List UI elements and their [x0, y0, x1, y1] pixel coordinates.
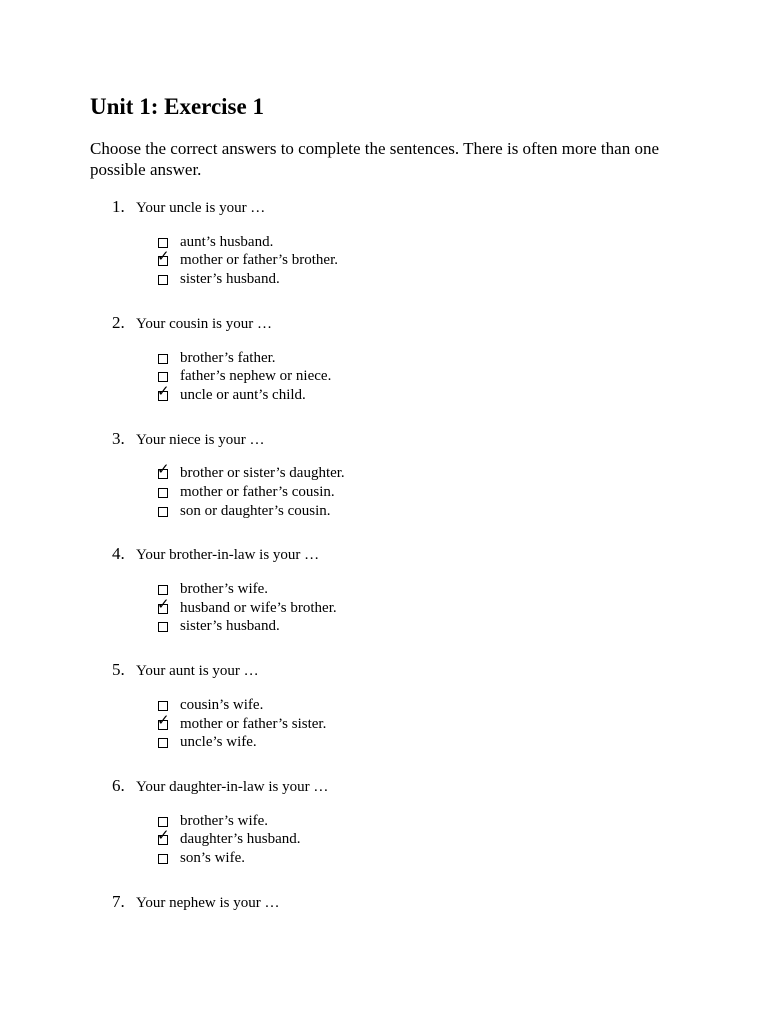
option-item[interactable] [158, 812, 680, 831]
tick-icon: ✓ [157, 381, 170, 400]
option-label: cousin’s wife. [180, 696, 264, 713]
option-list [158, 349, 680, 405]
option-label: aunt’s husband. [180, 233, 274, 250]
question-header [112, 429, 680, 453]
option-item[interactable] [157, 247, 680, 271]
checkbox-ticked-icon[interactable] [157, 460, 180, 481]
question-item [90, 197, 680, 289]
option-label: son or daughter’s cousin. [180, 502, 331, 519]
question-number: 6. [112, 775, 125, 795]
option-label: sister’s husband. [180, 618, 280, 635]
tick-icon: ✓ [157, 460, 170, 479]
option-item[interactable] [158, 349, 680, 368]
option-label: brother’s father. [180, 349, 276, 366]
option-label: brother’s wife. [180, 812, 269, 829]
option-label: uncle’s wife. [180, 734, 257, 751]
question-text: Your brother-in-law is your … [136, 547, 320, 564]
option-label: mother or father’s sister. [180, 715, 327, 732]
option-item[interactable] [158, 367, 680, 386]
question-item [90, 776, 680, 868]
option-label: daughter’s husband. [180, 831, 301, 848]
option-item[interactable] [157, 594, 680, 618]
option-item[interactable] [158, 233, 680, 252]
option-list [158, 580, 680, 636]
option-label: brother or sister’s daughter. [180, 465, 345, 482]
question-item [90, 892, 680, 916]
checkbox-ticked-icon[interactable] [157, 710, 180, 732]
question-list [90, 197, 680, 916]
question-text: Your nephew is your … [136, 894, 280, 911]
option-item[interactable] [158, 483, 680, 502]
question-number: 3. [112, 428, 125, 448]
option-list [157, 460, 680, 521]
page-title: Unit 1: Exercise 1 [90, 94, 264, 119]
option-label: father’s nephew or niece. [180, 368, 332, 385]
tick-icon: ✓ [157, 710, 170, 729]
question-text: Your niece is your … [136, 431, 265, 448]
checkbox-ticked-icon[interactable] [157, 594, 180, 616]
option-item[interactable] [157, 460, 680, 484]
question-number: 2. [112, 312, 125, 332]
option-list [158, 696, 680, 752]
question-item [90, 429, 680, 521]
checkbox-ticked-icon[interactable] [157, 247, 180, 268]
question-text: Your cousin is your … [136, 315, 272, 332]
question-item [90, 660, 680, 752]
question-text: Your daughter-in-law is your … [136, 778, 329, 795]
question-number: 7. [112, 891, 125, 911]
question-header [112, 660, 680, 684]
option-label: brother’s wife. [180, 581, 269, 598]
tick-icon: ✓ [157, 594, 170, 613]
question-text: Your aunt is your … [136, 663, 259, 680]
option-label: son’s wife. [180, 849, 245, 866]
checkbox-empty-icon[interactable] [158, 272, 180, 287]
option-item[interactable] [158, 733, 680, 752]
option-label: husband or wife’s brother. [180, 599, 337, 616]
question-text: Your uncle is your … [136, 200, 266, 216]
question-header [112, 776, 680, 800]
tick-icon: ✓ [157, 247, 170, 266]
option-list [158, 812, 680, 868]
question-item [90, 544, 680, 636]
option-item[interactable] [157, 381, 680, 405]
option-item[interactable] [157, 710, 680, 734]
checkbox-empty-icon[interactable] [158, 735, 180, 750]
question-header [112, 197, 680, 221]
question-header [112, 544, 680, 568]
tick-icon: ✓ [157, 826, 170, 845]
document-page [90, 93, 680, 940]
question-header [112, 313, 680, 337]
option-item[interactable] [157, 826, 680, 850]
option-item[interactable] [158, 270, 680, 289]
checkbox-ticked-icon[interactable] [157, 826, 180, 847]
checkbox-empty-icon[interactable] [158, 351, 180, 366]
instructions-text: Choose the correct answers to complete the sentences. There is often more than one possible answer. [90, 139, 659, 179]
checkbox-empty-icon[interactable] [158, 619, 180, 634]
option-item[interactable] [158, 502, 680, 521]
question-number: 4. [112, 544, 125, 564]
option-label: mother or father’s cousin. [180, 483, 335, 500]
option-item[interactable] [158, 618, 680, 637]
option-item[interactable] [158, 849, 680, 868]
question-item [90, 313, 680, 405]
checkbox-empty-icon[interactable] [158, 851, 180, 866]
question-header [112, 892, 680, 916]
checkbox-empty-icon[interactable] [158, 504, 180, 519]
checkbox-empty-icon[interactable] [158, 485, 180, 500]
option-label: mother or father’s brother. [180, 252, 339, 269]
question-number: 1. [112, 197, 125, 216]
question-number: 5. [112, 660, 125, 680]
option-label: sister’s husband. [180, 270, 280, 287]
option-label: uncle or aunt’s child. [180, 386, 306, 403]
option-item[interactable] [158, 580, 680, 599]
checkbox-ticked-icon[interactable] [157, 381, 180, 403]
option-list [158, 233, 680, 289]
option-item[interactable] [158, 696, 680, 715]
